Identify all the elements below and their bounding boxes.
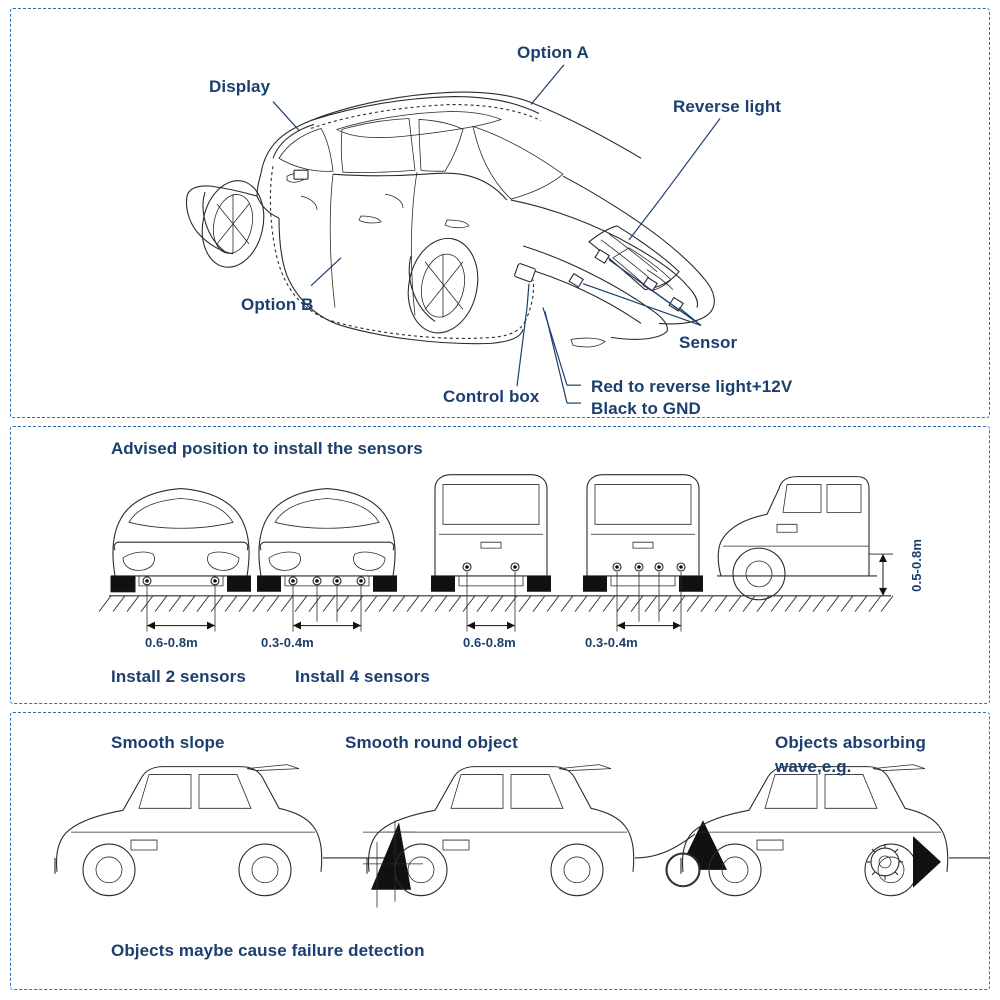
label-absorbing-objects-line2: wave,e.g. xyxy=(775,757,852,776)
label-smooth-round-object: Smooth round object xyxy=(345,733,518,752)
option-a-wiring-route xyxy=(311,105,541,129)
dim-2-sensor-spacing: 0.6-0.8m xyxy=(145,635,198,650)
dim-suv-4-sensor-spacing: 0.3-0.4m xyxy=(585,635,638,650)
label-display: Display xyxy=(209,77,271,96)
installation-overview-panel xyxy=(10,8,990,418)
car-installation-illustration xyxy=(11,9,989,417)
label-install-2-sensors: Install 2 sensors xyxy=(111,667,246,686)
advised-position-panel xyxy=(10,426,990,704)
case-wave-absorbing-object xyxy=(681,765,989,896)
label-sensor: Sensor xyxy=(679,333,738,352)
label-option-b: Option B xyxy=(241,295,314,314)
dim-4-sensor-spacing: 0.3-0.4m xyxy=(261,635,314,650)
label-smooth-slope: Smooth slope xyxy=(111,733,225,752)
dim-mount-height: 0.5-0.8m xyxy=(909,539,924,592)
label-reverse-light: Reverse light xyxy=(673,97,782,116)
leader-lines xyxy=(273,65,720,403)
sensor-position-illustration xyxy=(11,427,989,703)
case-smooth-slope xyxy=(55,765,423,908)
dim-suv-2-sensor-spacing: 0.6-0.8m xyxy=(463,635,516,650)
vehicle-rear-4-sensors xyxy=(257,489,397,592)
failure-detection-panel xyxy=(10,712,990,990)
vehicle-suv-4-sensors xyxy=(583,475,703,592)
label-red-wire: Red to reverse light+12V xyxy=(591,377,793,396)
control-box-marker xyxy=(514,263,536,282)
vehicle-rear-2-sensors xyxy=(111,489,251,592)
label-install-4-sensors: Install 4 sensors xyxy=(295,667,430,686)
panel-heading-advised-position: Advised position to install the sensors xyxy=(111,439,423,458)
label-absorbing-objects-line1: Objects absorbing xyxy=(775,733,926,752)
label-option-a: Option A xyxy=(517,43,589,62)
label-control-box: Control box xyxy=(443,387,540,406)
display-marker xyxy=(294,170,308,179)
case-smooth-round-object xyxy=(367,765,727,896)
vehicle-suv-2-sensors xyxy=(431,475,551,592)
label-failure-footer: Objects maybe cause failure detection xyxy=(111,941,425,960)
mount-height-arrow xyxy=(869,554,893,596)
vehicle-side-view-height xyxy=(717,477,877,600)
label-black-wire: Black to GND xyxy=(591,399,701,418)
ground-hatching xyxy=(99,596,893,612)
